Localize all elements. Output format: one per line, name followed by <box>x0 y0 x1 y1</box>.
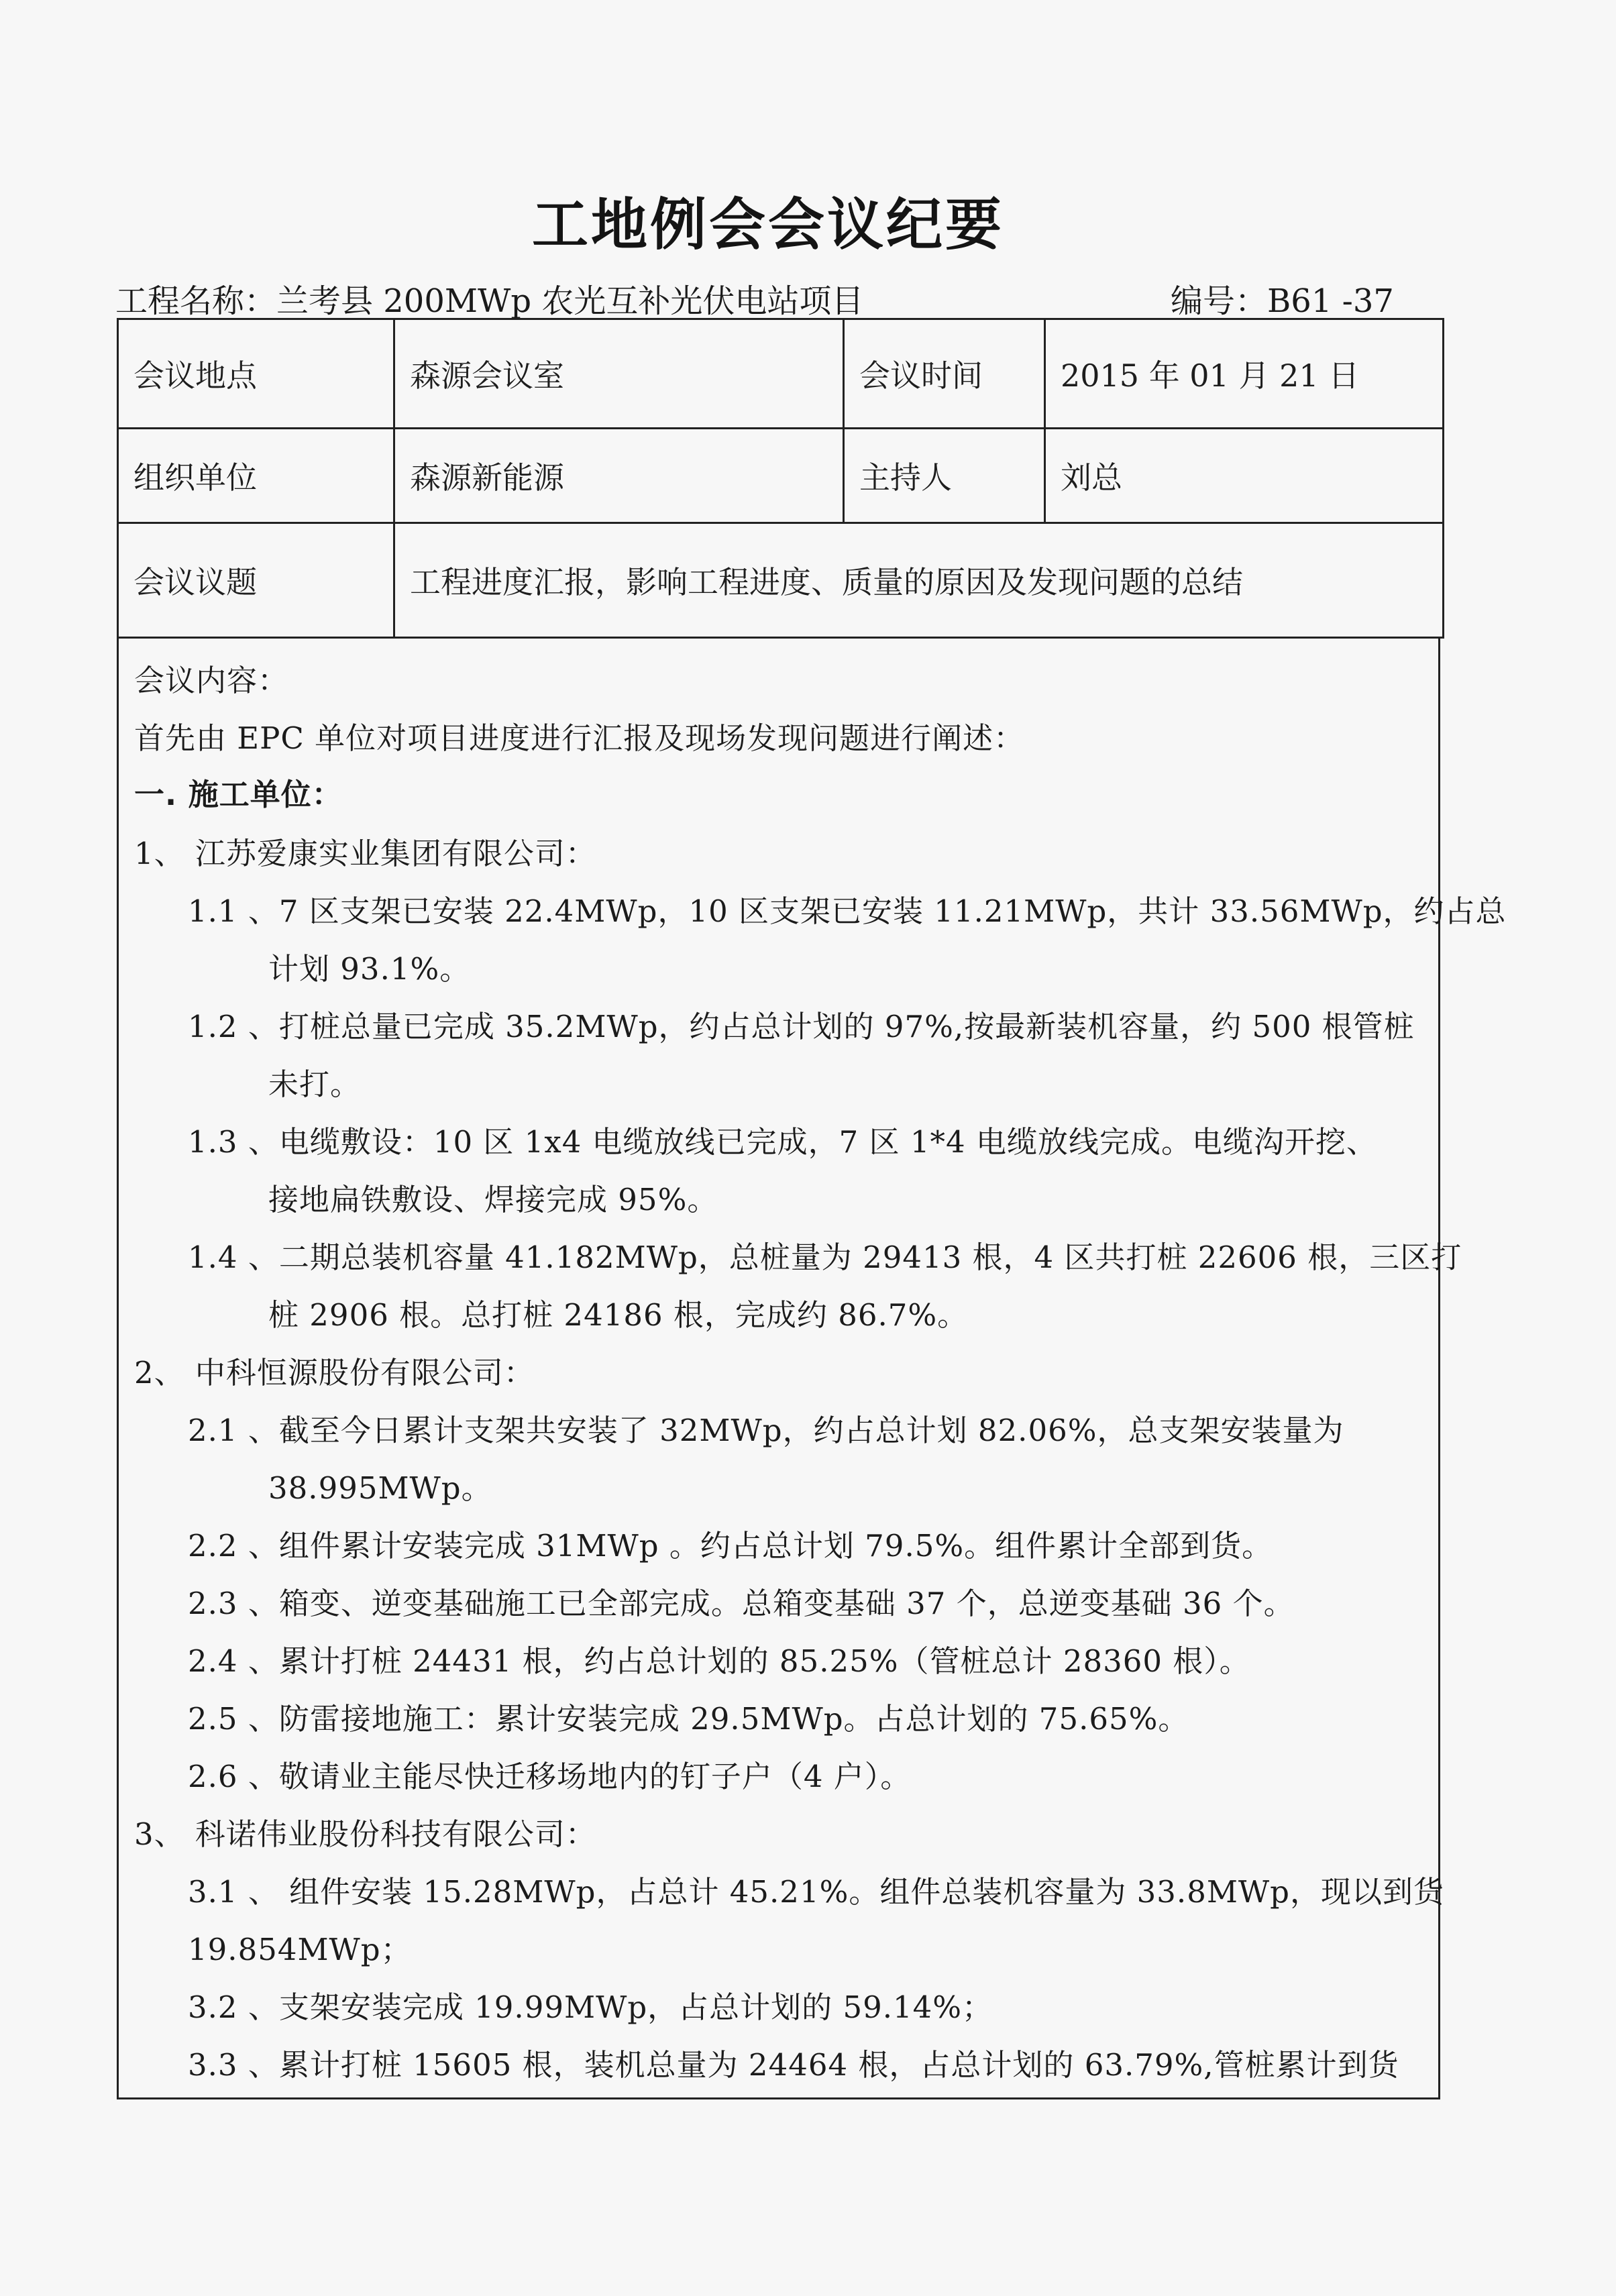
list-item: 计划 93.1%。 <box>268 951 471 987</box>
list-item: 38.995MWp。 <box>268 1470 492 1506</box>
table-row <box>118 523 1444 638</box>
list-item: 1.3 、电缆敷设：10 区 1x4 电缆放线已完成，7 区 1*4 电缆放线完成。电缆沟开挖、 <box>188 1124 1377 1160</box>
table-row <box>118 429 1444 523</box>
list-item: 2.1 、截至今日累计支架共安装了 32MWp，约占总计划 82.06%，总支架安装量为 <box>188 1413 1344 1448</box>
list-item: 2.4 、累计打桩 24431 根，约占总计划的 85.25%（管桩总计 28360 根）。 <box>188 1643 1250 1679</box>
company-heading: 1、 江苏爱康实业集团有限公司： <box>134 836 596 871</box>
topic-label: 会议议题 <box>118 523 394 638</box>
table-row <box>118 319 1444 429</box>
meeting-info-table <box>117 318 1444 639</box>
list-item: 19.854MWp； <box>188 1932 412 1967</box>
list-item: 3.1 、 组件安装 15.28MWp，占总计 45.21%。组件总装机容量为 33.8MWp，现以到货 <box>188 1874 1444 1910</box>
list-item: 2.6 、敬请业主能尽快迁移场地内的钉子户（4 户）。 <box>188 1759 912 1794</box>
host-value: 刘总 <box>1045 429 1444 523</box>
time-label: 会议时间 <box>844 319 1045 429</box>
project-name: 工程名称：兰考县 200MWp 农光互补光伏电站项目 <box>115 282 864 320</box>
organizer-value: 森源新能源 <box>394 429 844 523</box>
list-item: 桩 2906 根。总打桩 24186 根，完成约 86.7%。 <box>268 1297 969 1333</box>
location-value: 森源会议室 <box>394 319 844 429</box>
serial-number: 编号：B61 -37 <box>1171 282 1394 320</box>
topic-value: 工程进度汇报，影响工程进度、质量的原因及发现问题的总结 <box>394 523 1444 638</box>
list-item: 2.3 、箱变、逆变基础施工已全部完成。总箱变基础 37 个，总逆变基础 36 个。 <box>188 1586 1295 1621</box>
list-item: 2.5 、防雷接地施工：累计安装完成 29.5MWp。占总计划的 75.65%。 <box>188 1701 1189 1737</box>
list-item: 未打。 <box>268 1067 362 1102</box>
list-item: 1.1 、7 区支架已安装 22.4MWp，10 区支架已安装 11.21MWp，共计 33.56MWp，约占总 <box>188 893 1507 929</box>
content-heading: 会议内容： <box>134 663 289 698</box>
list-item: 3.2 、支架安装完成 19.99MWp，占总计划的 59.14%； <box>188 1989 993 2025</box>
organizer-label: 组织单位 <box>118 429 394 523</box>
page-title: 工地例会会议纪要 <box>531 192 1004 258</box>
time-value: 2015 年 01 月 21 日 <box>1045 319 1444 429</box>
company-heading: 3、 科诺伟业股份科技有限公司： <box>134 1816 596 1852</box>
host-label: 主持人 <box>844 429 1045 523</box>
list-item: 1.2 、打桩总量已完成 35.2MWp，约占总计划的 97%,按最新装机容量，约 500 根管桩 <box>188 1009 1415 1044</box>
list-item: 2.2 、组件累计安装完成 31MWp 。约占总计划 79.5%。组件累计全部到货。 <box>188 1528 1273 1564</box>
content-intro: 首先由 EPC 单位对项目进度进行汇报及现场发现问题进行阐述： <box>134 720 1025 756</box>
list-item: 3.3 、累计打桩 15605 根，装机总量为 24464 根，占总计划的 63.79%,管桩累计到货 <box>188 2047 1399 2083</box>
list-item: 1.4 、二期总装机容量 41.182MWp，总桩量为 29413 根，4 区共打桩 22606 根，三区打 <box>188 1240 1462 1275</box>
location-label: 会议地点 <box>118 319 394 429</box>
company-heading: 2、 中科恒源股份有限公司： <box>134 1355 535 1390</box>
list-item: 接地扁铁敷设、焊接完成 95%。 <box>268 1182 718 1217</box>
section-heading: 一. 施工单位： <box>134 777 343 812</box>
